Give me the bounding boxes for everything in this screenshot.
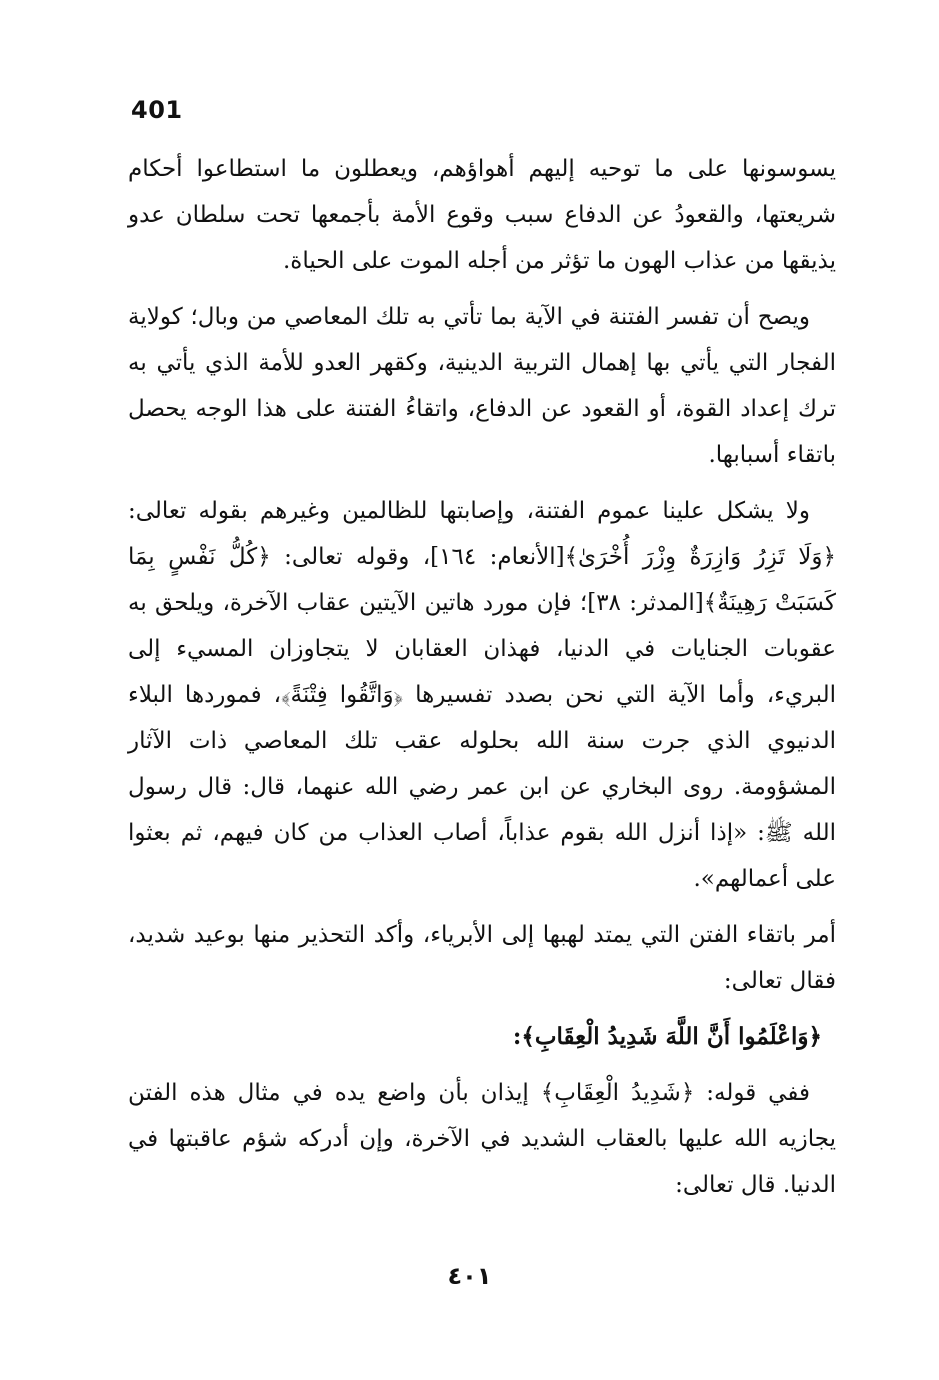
paragraph-1: يسوسونها على ما توحيه إليهم أهواؤهم، ويعطلون ما استطاعوا أحكام شريعتها، والقعودُ عن الدفاع سبب وقوع الأمة بأجمعها تحت سلطان عدو يذيقها من عذاب الهون ما تؤثر من أجله الموت على الحياة. bbox=[128, 156, 836, 274]
paragraph-2: ويصح أن تفسر الفتنة في الآية بما تأتي به تلك المعاصي من وبال؛ كولاية الفجار التي يأتي بها إهمال التربية الدينية، وكقهر العدو للأمة الذي يأتي به ترك إعداد القوة، أو القعود عن الدفاع، واتقاءُ الفتنة على هذا الوجه يحصل باتقاء أسبابها. bbox=[128, 304, 836, 468]
page-number-bottom: ٤٠١ bbox=[447, 1262, 492, 1290]
verse-heading: ﴿وَاعْلَمُوا أَنَّ اللَّهَ شَدِيدُ الْعِقَابِ﴾: bbox=[512, 1023, 822, 1050]
body-text bbox=[128, 146, 836, 1218]
page-number-top: 401 bbox=[131, 96, 183, 124]
paragraph-5: ففي قوله: ﴿شَدِيدُ الْعِقَابِ﴾ إيذان بأن واضع يده في مثال هذه الفتن يجازيه الله عليها بالعقاب الشديد في الآخرة، وإن أدركه شؤم عاقبتها في الدنيا. قال تعالى: bbox=[128, 1080, 836, 1198]
paragraph-3: ولا يشكل علينا عموم الفتنة، وإصابتها للظالمين وغيرهم بقوله تعالى: ﴿وَلَا تَزِرُ وَازِرَةٌ وِزْرَ أُخْرَىٰ﴾[الأنعام: ١٦٤]، وقوله تعالى: ﴿كُلُّ نَفْسٍ بِمَا كَسَبَتْ رَهِينَةٌ﴾[المدثر: ٣٨]؛ فإن مورد هاتين الآيتين عقاب الآخرة، ويلحق به عقوبات الجنايات في الدنيا، فهذان العقابان لا يتجاوزان المسيء إلى البريء، وأما الآية التي نحن بصدد تفسيرها ﴿وَاتَّقُوا فِتْنَةً﴾، فموردها البلاء الدنيوي الذي جرت سنة الله بحلوله عقب تلك المعاصي ذات الآثار المشؤومة. روى البخاري عن ابن عمر رضي الله عنهما، قال: قال رسول الله ﷺ: «إذا أنزل الله بقوم عذاباً، أصاب العذاب من كان فيهم، ثم بعثوا على أعمالهم». bbox=[128, 498, 836, 892]
paragraph-4: أمر باتقاء الفتن التي يمتد لهبها إلى الأبرياء، وأكد التحذير منها بوعيد شديد، فقال تعالى: bbox=[128, 922, 836, 994]
